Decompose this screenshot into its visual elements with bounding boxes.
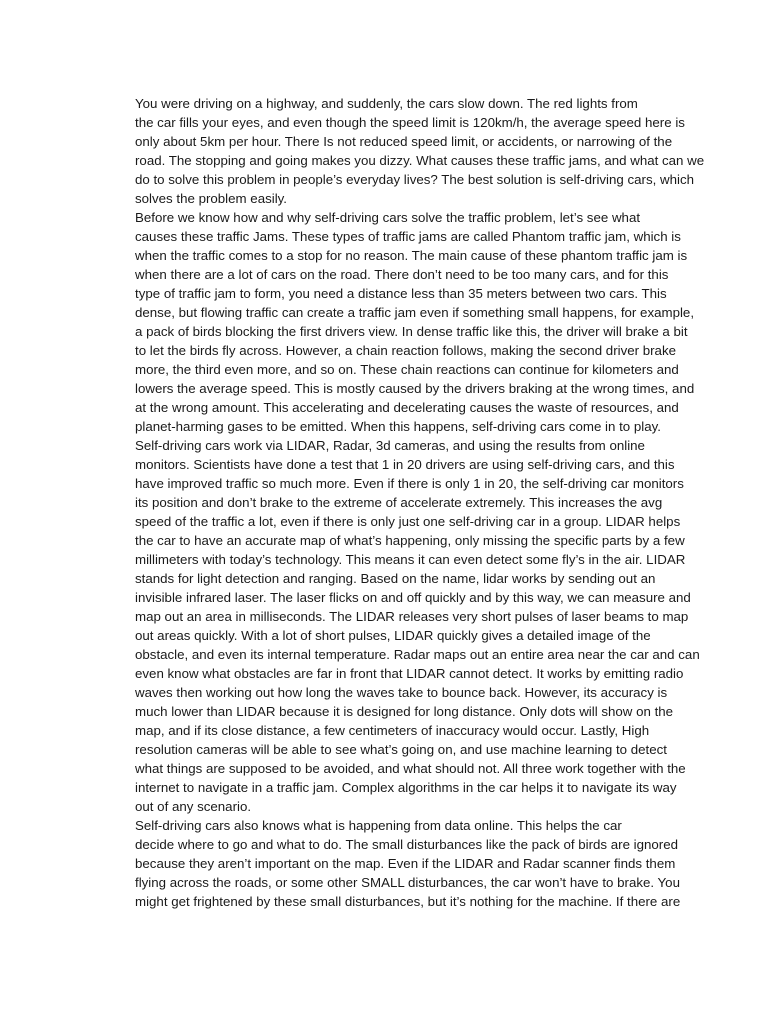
text-line: might get frightened by these small disturbances, but it’s nothing for the machine. If there are — [135, 894, 681, 909]
text-line: monitors. Scientists have done a test that 1 in 20 drivers are using self-driving cars, and this — [135, 457, 675, 472]
text-line: millimeters with today’s technology. This means it can even detect some fly’s in the air. LIDAR — [135, 552, 686, 567]
text-line: dense, but flowing traffic can create a traffic jam even if something small happens, for example, — [135, 305, 695, 320]
text-line: at the wrong amount. This accelerating and decelerating causes the waste of resources, and — [135, 400, 679, 415]
text-line: more, the third even more, and so on. These chain reactions can continue for kilometers and — [135, 362, 679, 377]
text-line: decide where to go and what to do. The small disturbances like the pack of birds are ignored — [135, 837, 679, 852]
text-line: flying across the roads, or some other SMALL disturbances, the car won’t have to brake. You — [135, 875, 680, 890]
text-line: internet to navigate in a traffic jam. Complex algorithms in the car helps it to navigate its way — [135, 780, 677, 795]
text-line: its position and don’t brake to the extreme of accelerate extremely. This increases the avg — [135, 495, 663, 510]
text-line: obstacle, and even its internal temperature. Radar maps out an entire area near the car and can — [135, 647, 700, 662]
text-line: Self-driving cars also knows what is happening from data online. This helps the car — [135, 818, 622, 833]
document-body — [91, 94, 705, 911]
text-line: to let the birds fly across. However, a chain reaction follows, making the second driver brake — [135, 343, 676, 358]
text-line: map, and if its close distance, a few centimeters of inaccuracy would occur. Lastly, High — [135, 723, 650, 738]
text-line: waves then working out how long the waves take to bounce back. However, its accuracy is — [135, 685, 668, 700]
text-line: out areas quickly. With a lot of short pulses, LIDAR quickly gives a detailed image of the — [135, 628, 651, 643]
text-line: Before we know how and why self-driving cars solve the traffic problem, let’s see what — [135, 210, 641, 225]
text-line: out of any scenario. — [135, 799, 252, 814]
text-line: much lower than LIDAR because it is designed for long distance. Only dots will show on the — [135, 704, 674, 719]
paragraph-4 — [91, 816, 681, 911]
text-line: resolution cameras will be able to see what’s going on, and use machine learning to detect — [135, 742, 667, 757]
text-line: because they aren’t important on the map. Even if the LIDAR and Radar scanner finds them — [135, 856, 676, 871]
text-line: stands for light detection and ranging. Based on the name, lidar works by sending out an — [135, 571, 656, 586]
text-line: when the traffic comes to a stop for no reason. The main cause of these phantom traffic jam is — [135, 248, 688, 263]
text-line: Self-driving cars work via LIDAR, Radar, 3d cameras, and using the results from online — [135, 438, 645, 453]
text-line: causes these traffic Jams. These types of traffic jams are called Phantom traffic jam, which is — [135, 229, 681, 244]
text-line: lowers the average speed. This is mostly caused by the drivers braking at the wrong times, and — [135, 381, 695, 396]
text-line: invisible infrared laser. The laser flicks on and off quickly and by this way, we can measure and — [135, 590, 691, 605]
text-line: do to solve this problem in people’s everyday lives? The best solution is self-driving cars, which — [135, 172, 694, 187]
text-line: road. The stopping and going makes you dizzy. What causes these traffic jams, and what can we — [135, 153, 705, 168]
text-line: the car fills your eyes, and even though the speed limit is 120km/h, the average speed here is — [135, 115, 685, 130]
text-line: have improved traffic so much more. Even if there is only 1 in 20, the self-driving car monitors — [135, 476, 684, 491]
text-line: even know what obstacles are far in front that LIDAR cannot detect. It works by emitting radio — [135, 666, 684, 681]
paragraph-1 — [91, 94, 705, 208]
text-line: only about 5km per hour. There Is not reduced speed limit, or accidents, or narrowing of the — [135, 134, 673, 149]
text-line: a pack of birds blocking the first drivers view. In dense traffic like this, the driver will brake a bit — [135, 324, 688, 339]
text-line: speed of the traffic a lot, even if there is only just one self-driving car in a group. LIDAR helps — [135, 514, 681, 529]
text-line: when there are a lot of cars on the road. There don’t need to be too many cars, and for this — [135, 267, 669, 282]
text-line: planet-harming gases to be emitted. When this happens, self-driving cars come in to play. — [135, 419, 661, 434]
text-line: type of traffic jam to form, you need a distance less than 35 meters between two cars. This — [135, 286, 667, 301]
paragraph-2 — [91, 208, 695, 436]
text-line: You were driving on a highway, and suddenly, the cars slow down. The red lights from — [135, 96, 638, 111]
paragraph-3 — [91, 436, 700, 816]
text-line: the car to have an accurate map of what’s happening, only missing the specific parts by a few — [135, 533, 685, 548]
text-line: map out an area in milliseconds. The LIDAR releases very short pulses of laser beams to map — [135, 609, 689, 624]
text-line: solves the problem easily. — [135, 191, 287, 206]
text-line: what things are supposed to be avoided, and what should not. All three work together with the — [135, 761, 686, 776]
